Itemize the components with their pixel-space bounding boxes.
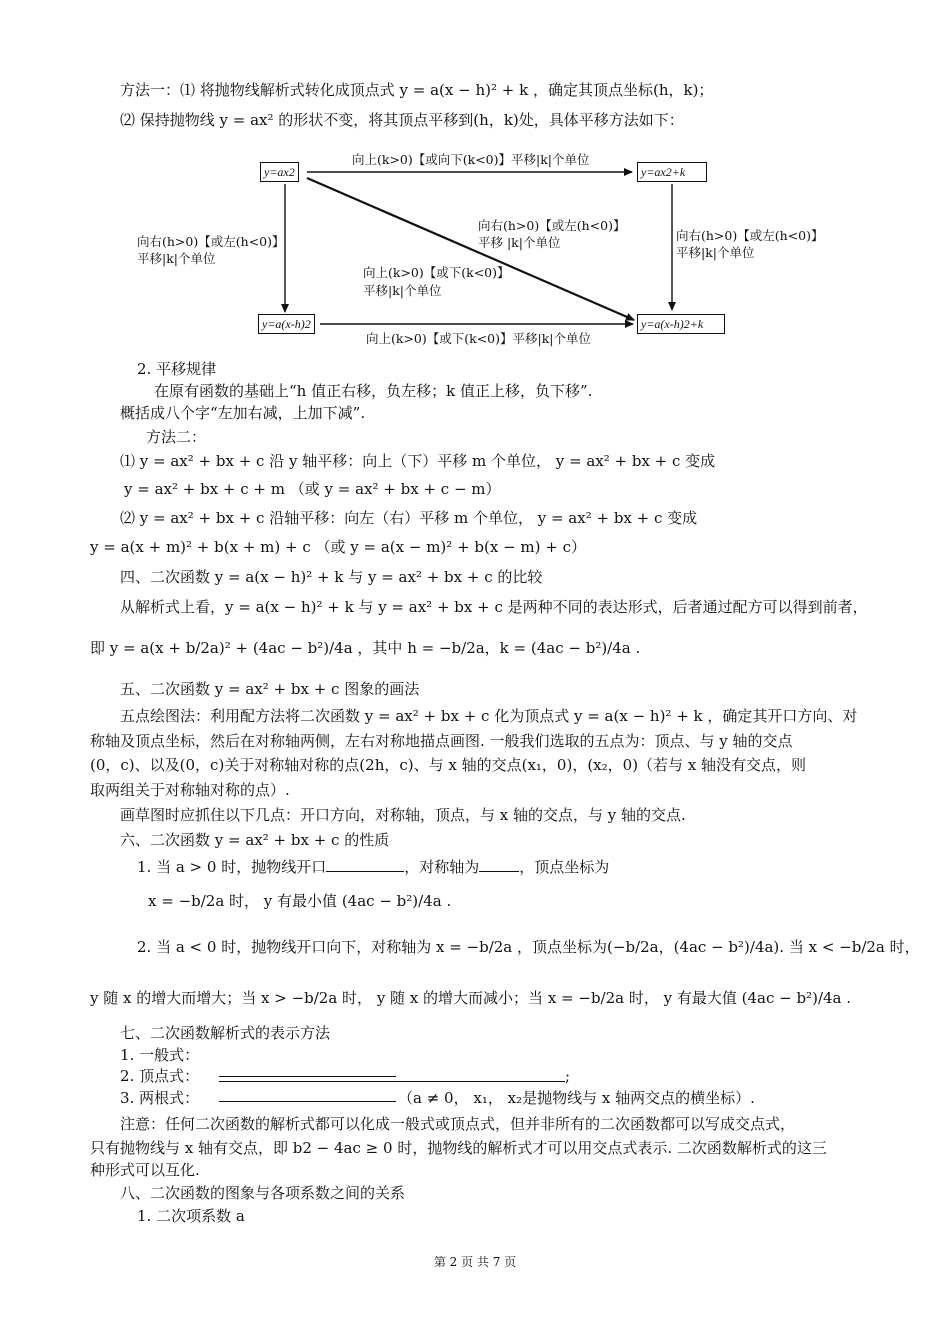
label-right-1: 向右(h>0)【或左(h<0)】: [676, 228, 824, 243]
sec7-item2-label: 2. 顶点式：: [120, 1067, 200, 1085]
sec7-item1: 1. 一般式：: [120, 1046, 200, 1064]
label-bottom: 向上(k>0)【或下(k<0)】平移|k|个单位: [366, 331, 592, 346]
sec7-heading: 七、二次函数解析式的表示方法: [120, 1024, 331, 1042]
label-diag-1: 向右(h>0)【或左(h<0)】: [478, 218, 626, 233]
sec6-heading: 六、二次函数 y = ax² + bx + c 的性质: [120, 831, 390, 849]
sec7-item3: 3. 两根式：: [120, 1089, 200, 1107]
sec5-line3: (0，c)、以及(0，c)关于对称轴对称的点(2h，c)、与 x 轴的交点(x₁，0)，(x₂，0)（若与 x 轴没有交点，则: [90, 756, 807, 774]
method2-line1: ⑴ y = ax² + bx + c 沿 y 轴平移：向上（下）平移 m 个单位， y = ax² + bx + c 变成: [120, 452, 716, 470]
sec5-line1: 五点绘图法：利用配方法将二次函数 y = ax² + bx + c 化为顶点式 y = a(x − h)² + k ，确定其开口方向、对: [120, 707, 858, 725]
sec4-line2: 即 y = a(x + b/2a)² + (4ac − b²)/4a ，其中 h = −b/2a，k = (4ac − b²)/4a .: [90, 639, 641, 657]
box-y-ax2: y=ax2: [260, 162, 299, 182]
page-footer: 第 2 页 共 7 页: [433, 1255, 517, 1269]
box-vertex-form: y=a(x-h)2+k: [637, 314, 725, 334]
label-left-1: 向右(h>0)【或左(h<0)】: [137, 234, 285, 249]
sec4-heading: 四、二次函数 y = a(x − h)² + k 与 y = ax² + bx + c 的比较: [120, 568, 543, 586]
blank-axis[interactable]: [479, 856, 519, 872]
rule-heading: 2. 平移规律: [137, 360, 217, 378]
sec7-note3: 种形式可以互化.: [90, 1161, 200, 1179]
blank-general-form[interactable]: [219, 1081, 565, 1082]
label-right-2: 平移|k|个单位: [676, 245, 755, 260]
method1-line1: 方法一：⑴ 将抛物线解析式转化成顶点式 y = a(x − h)² + k ，确定其顶点坐标(h，k)；: [120, 81, 714, 99]
label-left-2: 平移|k|个单位: [137, 251, 216, 266]
sec5-line2: 称轴及顶点坐标，然后在对称轴两侧，左右对称地描点画图. 一般我们选取的五点为：顶点、与 y 轴的交点: [90, 732, 793, 750]
arrow-diagonal: [307, 178, 634, 320]
method2-line4: y = a(x + m)² + b(x + m) + c （或 y = a(x − m)² + b(x − m) + c）: [90, 538, 586, 556]
method2-heading: 方法二：: [146, 428, 207, 446]
sec4-line1: 从解析式上看，y = a(x − h)² + k 与 y = ax² + bx + c 是两种不同的表达形式，后者通过配方可以得到前者，: [120, 598, 868, 616]
box-y-a-x-minus-h-sq: y=a(x-h)2: [258, 314, 315, 334]
sec6-point1-cont: x = −b/2a 时， y 有最小值 (4ac − b²)/4a .: [148, 892, 452, 910]
sec7-note2: 只有抛物线与 x 轴有交点，即 b2 − 4ac ≥ 0 时，抛物线的解析式才可以用交点式表示. 二次函数解析式的这三: [90, 1139, 827, 1157]
label-mid-2: 平移|k|个单位: [363, 283, 442, 298]
sec6-p1-c: ，顶点坐标为: [519, 858, 610, 876]
sec5-line5: 画草图时应抓住以下几点：开口方向，对称轴，顶点，与 x 轴的交点，与 y 轴的交点.: [120, 806, 686, 824]
rule-line2: 概括成八个字“左加右减，上加下减”.: [120, 404, 366, 422]
label-top: 向上(k>0)【或向下(k<0)】平移|k|个单位: [352, 152, 590, 167]
sec6-point1: [137, 856, 609, 877]
sec8-heading: 八、二次函数的图象与各项系数之间的关系: [120, 1184, 406, 1202]
sec6-point2: 2. 当 a < 0 时，抛物线开口向下，对称轴为 x = −b/2a ，顶点坐标为(−b/2a，(4ac − b²)/4a). 当 x < −b/2a 时，: [137, 938, 920, 956]
method2-line2: y = ax² + bx + c + m （或 y = ax² + bx + c − m）: [124, 480, 501, 498]
sec6-point2-cont: y 随 x 的增大而增大；当 x > −b/2a 时， y 随 x 的增大而减小；当 x = −b/2a 时， y 有最大值 (4ac − b²)/4a .: [90, 989, 852, 1007]
blank-vertex-form[interactable]: [219, 1076, 396, 1077]
label-mid-1: 向上(k>0)【或下(k<0)】: [363, 265, 510, 280]
sec8-item1: 1. 二次项系数 a: [137, 1207, 245, 1225]
sec7-note1: 注意：任何二次函数的解析式都可以化成一般式或顶点式，但并非所有的二次函数都可以写成交点式，: [120, 1115, 796, 1133]
sec6-p1-b: ，对称轴为: [404, 858, 480, 876]
box-y-ax2-plus-k: y=ax2+k: [637, 162, 707, 182]
blank-opening[interactable]: [326, 856, 404, 872]
sec7-item2: [120, 1066, 199, 1086]
method2-line3: ⑵ y = ax² + bx + c 沿轴平移：向左（右）平移 m 个单位， y = ax² + bx + c 变成: [120, 509, 698, 527]
semicolon: ;: [565, 1067, 571, 1085]
sec5-heading: 五、二次函数 y = ax² + bx + c 图象的画法: [120, 680, 420, 698]
sec7-item3-tail: （a ≠ 0， x₁， x₂是抛物线与 x 轴两交点的横坐标）.: [398, 1089, 755, 1107]
method1-line2: ⑵ 保持抛物线 y = ax² 的形状不变，将其顶点平移到(h，k)处，具体平移方法如下：: [120, 111, 684, 129]
label-diag-2: 平移 |k|个单位: [478, 235, 561, 250]
blank-root-form[interactable]: [219, 1101, 396, 1102]
sec5-line4: 取两组关于对称轴对称的点）.: [90, 781, 290, 799]
rule-line1: 在原有函数的基础上“h 值正右移，负左移；k 值正上移，负下移”.: [154, 382, 593, 400]
sec6-p1-a: 1. 当 a > 0 时，抛物线开口: [137, 858, 327, 876]
